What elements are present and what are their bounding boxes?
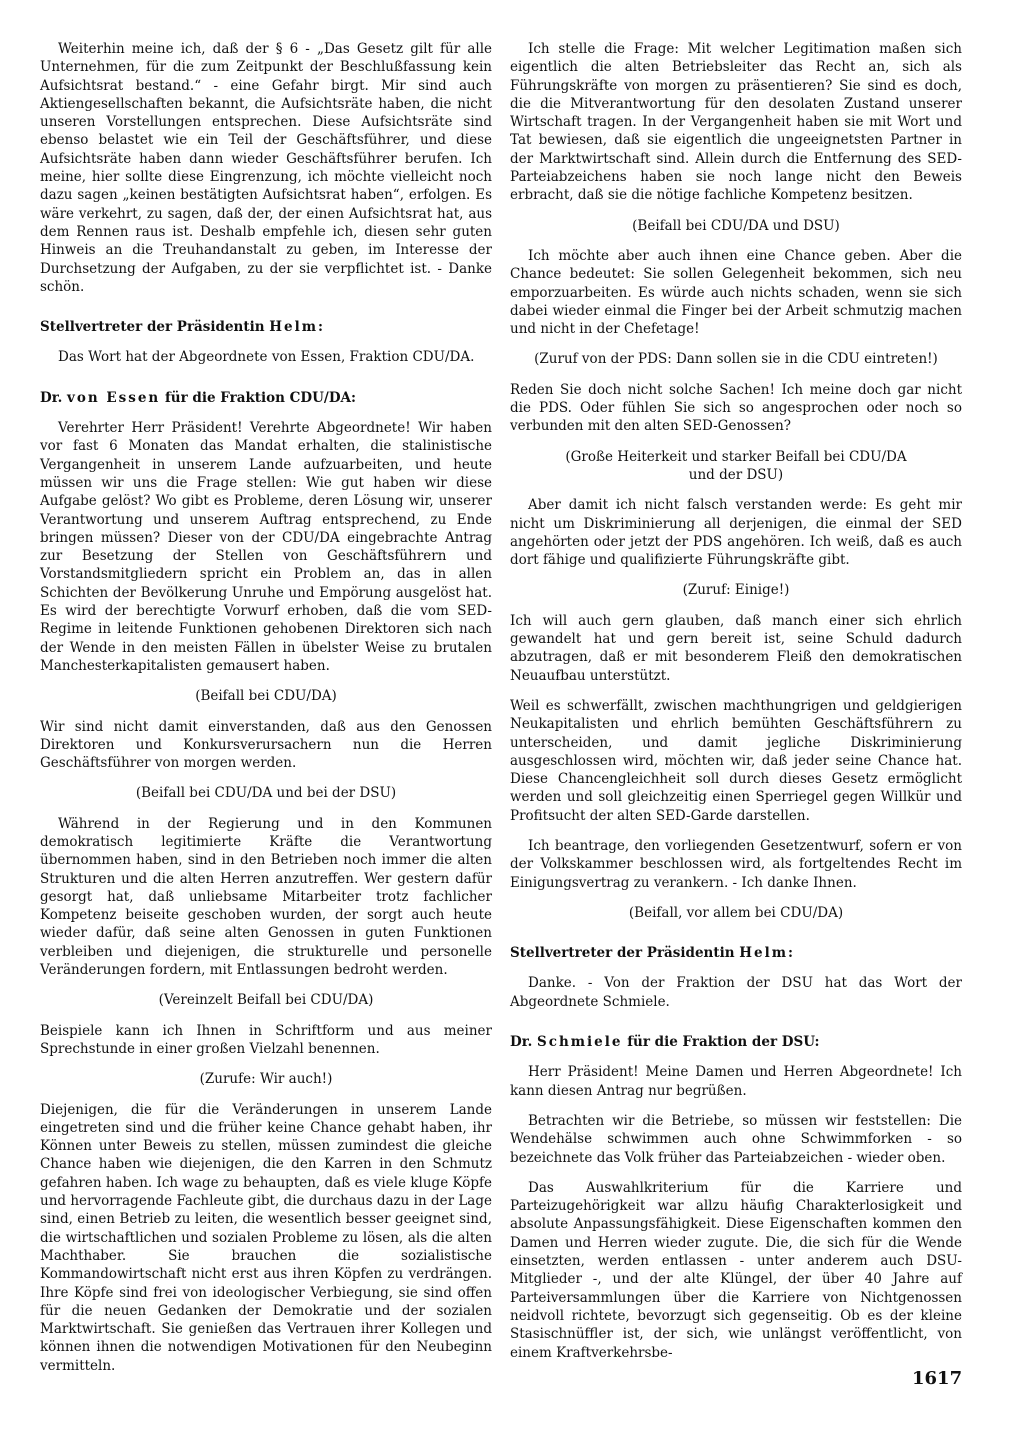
paragraph: Ich beantrage, den vorliegenden Gesetzentwurf, sofern er von der Volkskammer beschlossen wird, als fortgeltendes Recht im Einigungsvertrag zu verankern. - Ich danke Ihnen. <box>510 837 962 891</box>
paragraph: Weil es schwerfällt, zwischen machthungrigen und geldgierigen Neukapitalisten und ehrlich bemühten Geschäftsführern zu unterscheiden, und damit jegliche Diskriminierung ausgeschlossen wird, möchten wir, daß jeder seine Chance hat. Diese Chancengleichheit soll durch dieses Gesetz ermöglicht werden und soll gleichzeitig einen Sperriegel gegen Willkür und Profitsucht der alten SED-Garde darstellen. <box>510 697 962 824</box>
interjection: (Zuruf: Einige!) <box>682 582 790 599</box>
paragraph: Ich will auch gern glauben, daß manch einer sich ehrlich gewandelt hat und gern bereit ist, seine Schuld dadurch abzutragen, daß er mit besonderem Fleiß den demokratischen Neuaufbau unterstützt. <box>510 612 962 684</box>
paragraph: Wir sind nicht damit einverstanden, daß aus den Genossen Direktoren und Konkursverursachern nun die Herren Geschäftsführer von morgen werden. <box>40 718 492 772</box>
interjection <box>510 448 962 485</box>
left-column <box>40 40 492 1387</box>
speaker-name: Helm <box>269 319 319 336</box>
speaker-heading <box>510 1033 962 1051</box>
paragraph: Betrachten wir die Betriebe, so müssen wir feststellen: Die Wendehälse schwimmen auch ohne Schwimmforken - so bezeichnete das Volk früher das Parteiabzeichen - wieder oben. <box>510 1112 962 1166</box>
paragraph: Danke. - Von der Fraktion der DSU hat das Wort der Abgeordnete Schmiele. <box>510 975 962 1010</box>
speaker-title: Stellvertreter der Präsidentin <box>40 319 270 336</box>
speaker-name: Helm <box>739 945 789 962</box>
paragraph: Beispiele kann ich Ihnen in Schriftform und aus meiner Sprechstunde in einer großen Vielzahl benennen. <box>40 1022 492 1057</box>
speaker-name: von Essen <box>66 389 161 406</box>
speaker-name: Schmiele <box>536 1034 623 1051</box>
right-column <box>510 40 962 1374</box>
speaker-suffix: : <box>318 319 324 336</box>
paragraph: Während in der Regierung und in den Kommunen demokratisch legitimierte Kräfte die Verantwortung übernommen haben, sind in den Betrieben noch immer die alten Strukturen und die alten Herren anzutreffen. Wer gestern dafür gesorgt hat, daß unliebsame Mitarbeiter trotz fachlicher Kompetenz beiseite geschoben wurden, der sorgt auch heute wieder dafür, daß seine alten Genossen in guten Funktionen verbleiben und diejenigen, die strukturelle und personelle Veränderungen fordern, mit Entlassungen bedroht werden. <box>40 815 492 979</box>
paragraph: Reden Sie doch nicht solche Sachen! Ich meine doch gar nicht die PDS. Oder fühlen Sie sich so angesprochen oder noch so verbunden mit den alten SED-Genossen? <box>510 381 962 435</box>
speaker-heading <box>40 389 492 407</box>
interjection: (Vereinzelt Beifall bei CDU/DA) <box>158 992 374 1009</box>
speaker-title: Stellvertreter der Präsidentin <box>510 945 740 962</box>
interjection-line: (Große Heiterkeit und starker Beifall bei CDU/DA <box>565 448 907 465</box>
speaker-suffix: für die Fraktion der DSU: <box>622 1034 820 1051</box>
paragraph: Verehrter Herr Präsident! Verehrte Abgeordnete! Wir haben vor fast 6 Monaten das Mandat erhalten, die stalinistische Vergangenheit in unserem Lande aufzuarbeiten, und heute müssen wir uns die Frage stellen: Wie gut haben wir diese Aufgabe gelöst? Wo gibt es Probleme, deren Lösung wir, unserer Verantwortung und unserem Auftrag entsprechend, zu Ende bringen müssen? Dieser von der CDU/DA eingebrachte Antrag zur Besetzung der Stellen von Geschäftsführern und Vorstandsmitgliedern spricht ein Problem an, das in allen Schichten der Bevölkerung Unruhe und Empörung ausgelöst hat. Es wird der berechtigte Vorwurf erhoben, daß die vom SED-Regime in leitende Funktionen gehobenen Direktoren sich nach der Wende in den meisten Fällen in übelster Weise zu brutalen Manchesterkapitalisten gemausert haben. <box>40 420 492 674</box>
interjection: (Beifall bei CDU/DA) <box>195 688 337 705</box>
interjection: (Zuruf von der PDS: Dann sollen sie in die CDU eintreten!) <box>534 351 938 368</box>
paragraph: Aber damit ich nicht falsch verstanden werde: Es geht mir nicht um Diskriminierung all derjenigen, die einmal der SED angehörten oder jetzt der PDS angehören. Ich weiß, daß es auch dort fähige und qualifizierte Führungskräfte gibt. <box>510 497 962 569</box>
paragraph: Das Wort hat der Abgeordnete von Essen, Fraktion CDU/DA. <box>58 349 475 366</box>
interjection: (Beifall, vor allem bei CDU/DA) <box>628 904 844 921</box>
interjection: (Beifall bei CDU/DA und DSU) <box>632 217 840 234</box>
paragraph: Das Auswahlkriterium für die Karriere und Parteizugehörigkeit war allzu häufig Charakterlosigkeit und absolute Anpassungsfähigkeit. Diese Eigenschaften kommen den Damen und Herren wieder zugute. Die, die sich für die Wende einsetzten, werden entlassen - unter anderem auch DSU-Mitglieder -, und der alte Klüngel, der über 40 Jahre auf Parteiversammlungen über die Karriere von Nichtgenossen neidvoll richtete, bevorzugt sich gegenseitig. Ob es der kleine Stasischnüffler ist, der sich, wie unlängst veröffentlicht, von einem Kraftverkehrsbe- <box>510 1179 962 1361</box>
speaker-title: Dr. <box>510 1034 537 1051</box>
speaker-suffix: für die Fraktion CDU/DA: <box>160 389 357 406</box>
interjection: (Zurufe: Wir auch!) <box>199 1071 333 1088</box>
speaker-heading <box>510 944 962 962</box>
interjection-line: und der DSU) <box>688 466 784 483</box>
paragraph: Ich stelle die Frage: Mit welcher Legitimation maßen sich eigentlich die alten Betriebsleiter das Recht an, sich als Führungskräfte von morgen zu präsentieren? Sie sind es doch, die die Mitverantwortung für den desolaten Zustand unserer Wirtschaft tragen. In der Vergangenheit haben sie mit Wort und Tat bewiesen, daß sie eigentlich die ungeeignetsten Partner in der Marktwirtschaft sind. Allein durch die Entfernung des SED-Parteiabzeichens haben sie noch lange nicht den Beweis erbracht, daß sie die nötige fachliche Kompetenz besitzen. <box>510 41 962 204</box>
speaker-suffix: : <box>788 945 794 962</box>
paragraph: Diejenigen, die für die Veränderungen in unserem Lande eingetreten sind und die früher keine Chance gehabt haben, ihr Können unter Beweis zu stellen, müssen zumindest die gleiche Chance haben wie diejenigen, die den Karren in den Schmutz gefahren haben. Ich wage zu behaupten, daß es viele kluge Köpfe und hervorragende Fachleute gibt, die durchaus dazu in der Lage sind, einen Betrieb zu leiten, die wesentlich besser geeignet sind, die wirtschaftlichen und sozialen Probleme zu lösen, als die alten Machthaber. Sie brauchen die sozialistische Kommandowirtschaft nicht erst aus ihren Köpfen zu verdrängen. Ihre Köpfe sind frei von ideologischer Verbiegung, sie sind offen für die neuen Gedanken der Demokratie und der sozialen Marktwirtschaft. Sie genießen das Vertrauen ihrer Kollegen und können ihnen die notwendigen Motivationen für den Neubeginn vermitteln. <box>40 1101 492 1374</box>
paragraph: Ich möchte aber auch ihnen eine Chance geben. Aber die Chance bedeutet: Sie sollen Gelegenheit bekommen, sich neu emporzuarbeiten. Es würde auch nichts schaden, wenn sie sich dabei wieder einmal die Finger bei der Arbeit schmutzig machen und nicht in der Chefetage! <box>510 247 962 338</box>
page-number: 1617 <box>912 1368 963 1389</box>
paragraph: Weiterhin meine ich, daß der § 6 - „Das Gesetz gilt für alle Unternehmen, für die zum Zeitpunkt der Beschlußfassung kein Aufsichtsrat bestand.“ - eine Gefahr birgt. Mir sind auch Aktiengesellschaften bekannt, die Aufsichtsräte haben, die nicht unseren Vorstellungen entsprechen. Diese Aufsichtsräte sind ebenso belastet wie ein Teil der Geschäftsführer, und diese Aufsichtsräte haben dann wieder Geschäftsführer berufen. Ich meine, hier sollte diese Eingrenzung, ich möchte vielleicht noch dazu sagen „keinen bestätigten Aufsichtsrat haben“, erfolgen. Es wäre verkehrt, zu sagen, daß der, der einen Aufsichtsrat hat, aus dem Rennen raus ist. Deshalb empfehle ich, diesen sehr guten Hinweis an die Treuhandanstalt zu geben, im Interesse der Durchsetzung der Aufgaben, zu der sie verpflichtet ist. - Danke schön. <box>40 41 492 295</box>
paragraph: Herr Präsident! Meine Damen und Herren Abgeordnete! Ich kann diesen Antrag nur begrüßen. <box>510 1064 962 1099</box>
interjection: (Beifall bei CDU/DA und bei der DSU) <box>135 785 397 802</box>
speaker-title: Dr. <box>40 389 67 406</box>
speaker-heading <box>40 318 492 336</box>
